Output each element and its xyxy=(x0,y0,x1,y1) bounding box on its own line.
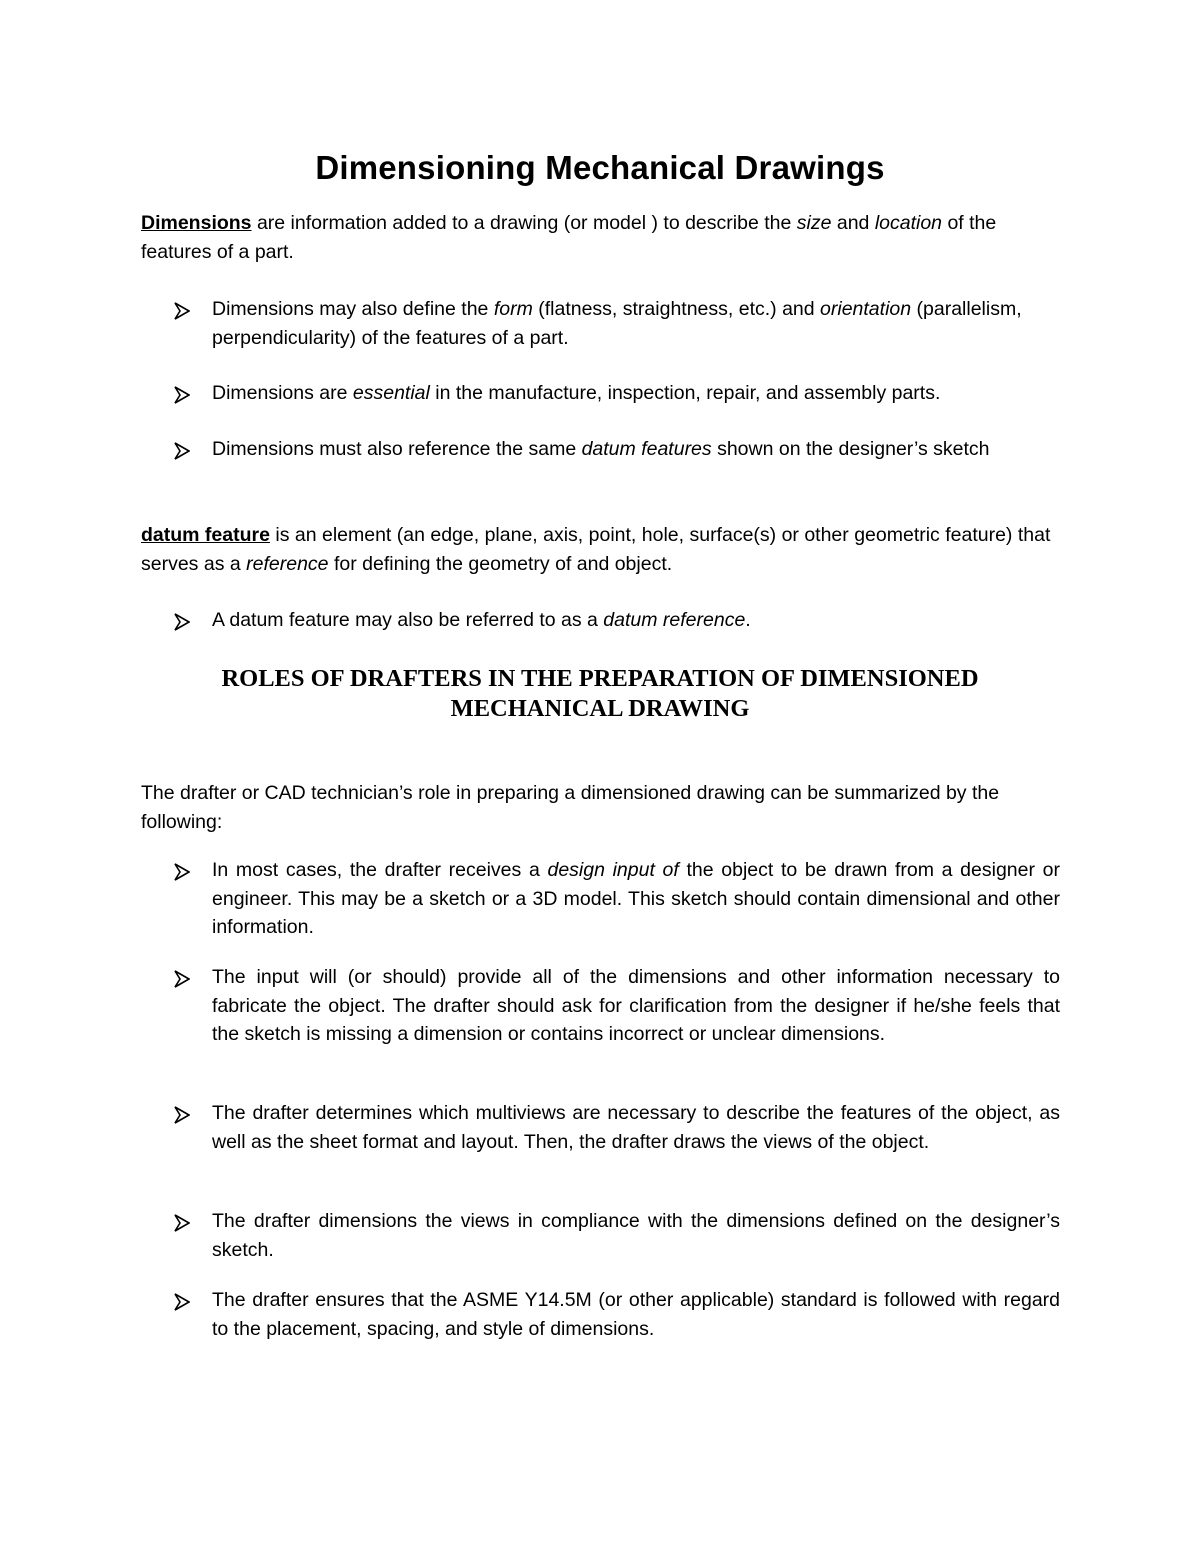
list-item: The drafter dimensions the views in compliance with the dimensions defined on the designer’s sketch. xyxy=(212,1210,1060,1261)
list-item: The drafter ensures that the ASME Y14.5M (or other applicable) standard is followed with regard to the placement, spacing, and style of dimensions. xyxy=(212,1289,1060,1340)
list-item: Dimensions must also reference the same datum features shown on the designer’s sketch xyxy=(212,438,990,460)
arrowhead-bullet-icon xyxy=(174,1213,190,1233)
list-item: The input will (or should) provide all of the dimensions and other information necessary to fabricate the object. The drafter should ask for clarification from the designer if he/she feels that the sketch is missing a dimension or contains incorrect or unclear dimensions. xyxy=(212,966,1060,1045)
roles-heading: ROLES OF DRAFTERS IN THE PREPARATION OF DIMENSIONED MECHANICAL DRAWING xyxy=(221,665,979,722)
datum-feature-definition: datum feature is an element (an edge, plane, axis, point, hole, surface(s) or other geometric feature) that serves as a reference for defining the geometry of and object. xyxy=(141,524,1051,575)
arrowhead-bullet-icon xyxy=(174,1292,190,1312)
datum-feature-term: datum feature xyxy=(141,524,270,546)
roles-intro: The drafter or CAD technician’s role in preparing a dimensioned drawing can be summarized by the following: xyxy=(141,782,1000,833)
arrowhead-bullet-icon xyxy=(174,969,190,989)
dimensions-definition: Dimensions are information added to a drawing (or model ) to describe the size and location of the features of a part. xyxy=(141,212,997,263)
arrowhead-bullet-icon xyxy=(174,385,190,405)
page-title: Dimensioning Mechanical Drawings xyxy=(315,149,885,186)
list-item: In most cases, the drafter receives a design input of the object to be drawn from a designer or engineer. This may be a sketch or a 3D model. This sketch should contain dimensional and other information. xyxy=(212,859,1060,938)
arrowhead-bullet-icon xyxy=(174,612,190,632)
arrowhead-bullet-icon xyxy=(174,862,190,882)
list-item: Dimensions may also define the form (flatness, straightness, etc.) and orientation (parallelism, perpendicularity) of the features of a part. xyxy=(212,298,1022,349)
list-item: The drafter determines which multiviews are necessary to describe the features of the object, as well as the sheet format and layout. Then, the drafter draws the views of the object. xyxy=(212,1102,1060,1153)
arrowhead-bullet-icon xyxy=(174,1105,190,1125)
arrowhead-bullet-icon xyxy=(174,301,190,321)
list-item: Dimensions are essential in the manufacture, inspection, repair, and assembly parts. xyxy=(212,382,941,404)
arrowhead-bullet-icon xyxy=(174,441,190,461)
dimensions-term: Dimensions xyxy=(141,212,252,234)
list-item: A datum feature may also be referred to as a datum reference. xyxy=(212,609,751,631)
